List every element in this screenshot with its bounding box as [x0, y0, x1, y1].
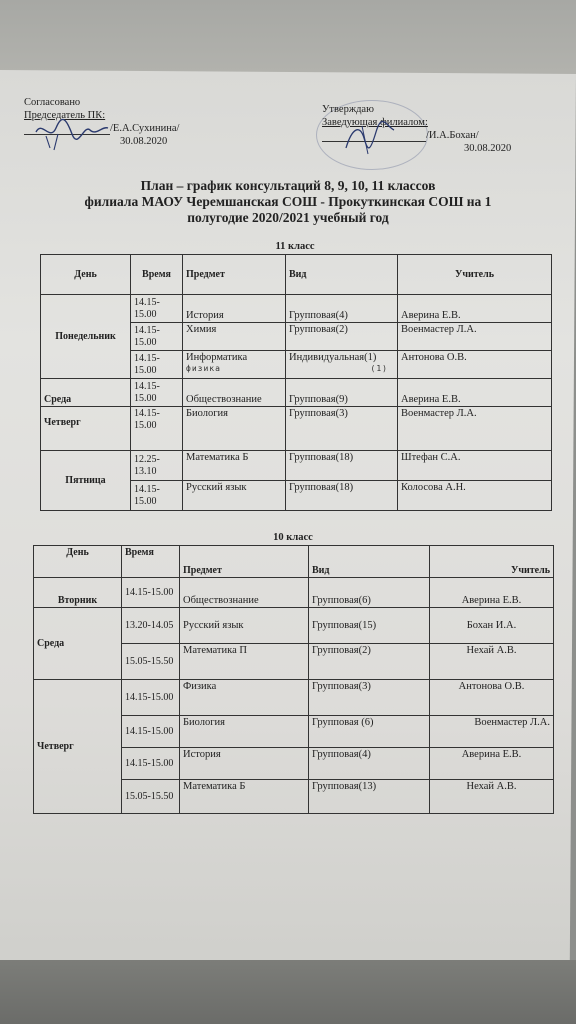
- subject-cell: Физика: [180, 680, 309, 716]
- column-header: Вид: [309, 546, 430, 578]
- approval-right-date: 30.08.2020: [464, 143, 512, 154]
- class10-table: [33, 545, 554, 814]
- title-line-2: филиала МАОУ Черемшанская СОШ - Прокуткинская СОШ на 1: [84, 194, 492, 209]
- teacher-cell: Аверина Е.В.: [398, 295, 552, 323]
- type-cell: Групповая(6): [309, 578, 430, 608]
- table-row: [34, 608, 554, 644]
- type-cell: Групповая(3): [309, 680, 430, 716]
- type-cell: Групповая(9): [286, 379, 398, 407]
- approval-left-date: 30.08.2020: [120, 136, 168, 147]
- teacher-cell: Нехай А.В.: [430, 644, 554, 680]
- time-cell: 14.15-15.00: [122, 748, 180, 780]
- table-row: [41, 451, 552, 481]
- column-header: Учитель: [398, 255, 552, 295]
- handwritten-note: физика: [186, 364, 221, 373]
- day-cell: Вторник: [34, 578, 122, 608]
- teacher-cell: Аверина Е.В.: [430, 578, 554, 608]
- table-row: [34, 680, 554, 716]
- column-header: День: [34, 546, 122, 578]
- table-row: [41, 379, 552, 407]
- type-cell: Групповая(4): [309, 748, 430, 780]
- table-header-row: [34, 546, 554, 578]
- time-cell: 14.15-15.00: [122, 716, 180, 748]
- time-cell: 14.15-15.00: [131, 351, 183, 379]
- time-cell: 15.05-15.50: [122, 644, 180, 680]
- teacher-cell: Военмастер Л.А.: [398, 323, 552, 351]
- time-cell: 14.15-15.00: [131, 407, 183, 451]
- type-cell: Групповая(4): [286, 295, 398, 323]
- time-cell: 14.15-15.00: [122, 680, 180, 716]
- column-header: Время: [131, 255, 183, 295]
- subject-cell: Биология: [183, 407, 286, 451]
- day-cell: Пятница: [41, 451, 131, 511]
- document-title: [20, 178, 556, 226]
- wall-background: [0, 0, 576, 80]
- teacher-cell: Антонова О.В.: [398, 351, 552, 379]
- time-cell: 15.05-15.50: [122, 780, 180, 814]
- time-cell: 14.15-15.00: [131, 323, 183, 351]
- subject-cell: Русский язык: [183, 481, 286, 511]
- day-cell: Понедельник: [41, 295, 131, 379]
- subject-cell: Обществознание: [183, 379, 286, 407]
- day-cell: Среда: [34, 608, 122, 680]
- column-header: Предмет: [180, 546, 309, 578]
- table-row: [41, 407, 552, 451]
- teacher-cell: Антонова О.В.: [430, 680, 554, 716]
- time-cell: 14.15-15.00: [122, 578, 180, 608]
- time-cell: 14.15-15.00: [131, 481, 183, 511]
- title-line-1: План – график консультаций 8, 9, 10, 11 классов: [140, 178, 436, 193]
- teacher-cell: Бохан И.А.: [430, 608, 554, 644]
- day-cell: Четверг: [34, 680, 122, 814]
- teacher-cell: Военмастер Л.А.: [430, 716, 554, 748]
- subject-cell: Русский язык: [180, 608, 309, 644]
- type-cell: Групповая(2): [309, 644, 430, 680]
- teacher-cell: Военмастер Л.А.: [398, 407, 552, 451]
- subject-cell: Обществознание: [180, 578, 309, 608]
- time-cell: 14.15-15.00: [131, 295, 183, 323]
- left-signature-icon: [32, 112, 112, 152]
- subject-cell: [183, 351, 286, 379]
- subject-cell: Математика Б: [183, 451, 286, 481]
- column-header: День: [41, 255, 131, 295]
- teacher-cell: Аверина Е.В.: [430, 748, 554, 780]
- table-row: [41, 295, 552, 323]
- day-cell: Среда: [41, 379, 131, 407]
- type-cell: Групповая (6): [309, 716, 430, 748]
- approval-right-role: Заведующая филиалом:: [322, 117, 428, 128]
- column-header: Предмет: [183, 255, 286, 295]
- approval-right-name: /И.А.Бохан/: [426, 130, 479, 141]
- class11-table: [40, 254, 552, 511]
- subject-cell: История: [180, 748, 309, 780]
- type-cell: Групповая(13): [309, 780, 430, 814]
- teacher-cell: Штефан С.А.: [398, 451, 552, 481]
- floor-background: [0, 960, 576, 1024]
- time-cell: 12.25-13.10: [131, 451, 183, 481]
- approval-right-title: Утверждаю: [322, 104, 374, 115]
- type-cell: Групповая(18): [286, 451, 398, 481]
- subject-text: Информатика: [186, 352, 248, 363]
- handwritten-note: (1): [370, 364, 388, 373]
- time-cell: 14.15-15.00: [131, 379, 183, 407]
- class11-heading: 11 класс: [275, 241, 315, 252]
- type-cell: [286, 351, 398, 379]
- type-cell: Групповая(18): [286, 481, 398, 511]
- subject-cell: Биология: [180, 716, 309, 748]
- column-header: Учитель: [430, 546, 554, 578]
- teacher-cell: Колосова А.Н.: [398, 481, 552, 511]
- table-header-row: [41, 255, 552, 295]
- type-cell: Групповая(15): [309, 608, 430, 644]
- time-cell: 13.20-14.05: [122, 608, 180, 644]
- class10-heading: 10 класс: [273, 532, 313, 543]
- day-cell: Четверг: [41, 407, 131, 451]
- type-text: Индивидуальная(1): [289, 352, 377, 363]
- subject-cell: Математика П: [180, 644, 309, 680]
- column-header: Вид: [286, 255, 398, 295]
- teacher-cell: Нехай А.В.: [430, 780, 554, 814]
- teacher-cell: Аверина Е.В.: [398, 379, 552, 407]
- table-row: [34, 578, 554, 608]
- subject-cell: История: [183, 295, 286, 323]
- approval-left-title: Согласовано: [24, 97, 81, 108]
- right-signature-icon: [340, 118, 400, 158]
- subject-cell: Математика Б: [180, 780, 309, 814]
- approval-left-role: Председатель ПК:: [24, 110, 106, 121]
- column-header: Время: [122, 546, 180, 578]
- approval-left-name: /Е.А.Сухинина/: [110, 123, 180, 134]
- type-cell: Групповая(2): [286, 323, 398, 351]
- type-cell: Групповая(3): [286, 407, 398, 451]
- title-line-3: полугодие 2020/2021 учебный год: [187, 210, 389, 225]
- subject-cell: Химия: [183, 323, 286, 351]
